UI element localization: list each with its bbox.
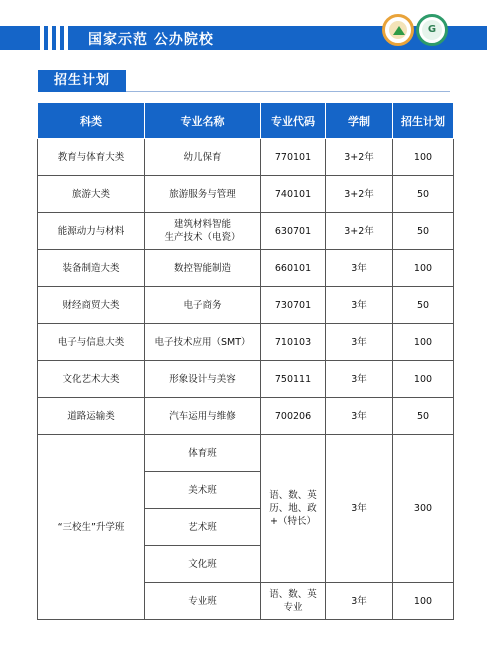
duration-cell: 3+2年 [326,139,393,176]
category-cell: 旅游大类 [38,176,145,213]
subjects-line: 语、数、英 [269,490,317,501]
table-row [38,250,454,287]
plan-cell: 100 [393,361,454,398]
table-row [38,213,454,250]
plan-cell: 50 [393,398,454,435]
duration-cell: 3年 [326,324,393,361]
plan-cell: 50 [393,176,454,213]
duration-cell: 3年 [326,361,393,398]
banner-stripe [48,26,52,50]
subjects-cell [261,435,326,583]
table-row [38,435,454,472]
class-cell: 文化班 [145,546,261,583]
category-cell: 文化艺术大类 [38,361,145,398]
column-header: 专业名称 [145,103,261,139]
category-cell: “三校生”升学班 [38,435,145,620]
plan-cell: 100 [393,139,454,176]
code-cell: 730701 [261,287,326,324]
major-cell: 幼儿保育 [145,139,261,176]
major-cell: 电子技术应用（SMT） [145,324,261,361]
banner-stripe [64,26,68,50]
duration-cell: 3+2年 [326,176,393,213]
category-cell: 财经商贸大类 [38,287,145,324]
section-title: 招生计划 [38,70,126,92]
class-cell: 专业班 [145,583,261,620]
table-row [38,361,454,398]
plan-cell: 100 [393,250,454,287]
duration-cell: 3+2年 [326,213,393,250]
banner-stripe [40,26,44,50]
enrollment-plan-table [37,102,454,620]
code-cell: 660101 [261,250,326,287]
plan-cell: 50 [393,213,454,250]
category-cell: 装备制造大类 [38,250,145,287]
code-cell: 700206 [261,398,326,435]
subjects-line: 语、数、英 [269,589,317,600]
duration-cell: 3年 [326,435,393,583]
class-cell: 体育班 [145,435,261,472]
major-cell: 形象设计与美容 [145,361,261,398]
banner-stripe [56,26,60,50]
duration-cell: 3年 [326,583,393,620]
major-cell: 汽车运用与维修 [145,398,261,435]
duration-cell: 3年 [326,250,393,287]
class-cell: 艺术班 [145,509,261,546]
category-cell: 能源动力与材料 [38,213,145,250]
table-row [38,398,454,435]
table-header-row [38,103,454,139]
plan-cell: 100 [393,583,454,620]
category-cell: 电子与信息大类 [38,324,145,361]
major-line: 建筑材料智能 [173,219,231,230]
code-cell: 630701 [261,213,326,250]
college-logo-icon: G [416,14,448,46]
category-cell: 道路运输类 [38,398,145,435]
major-line: 生产技术（电瓷） [164,232,241,243]
code-cell: 750111 [261,361,326,398]
school-logo-icon [382,14,414,46]
major-cell: 电子商务 [145,287,261,324]
code-cell: 710103 [261,324,326,361]
table-row [38,139,454,176]
table-row [38,287,454,324]
column-header: 学制 [326,103,393,139]
code-cell: 770101 [261,139,326,176]
plan-cell: 100 [393,324,454,361]
duration-cell: 3年 [326,398,393,435]
table-row [38,324,454,361]
category-cell: 教育与体育大类 [38,139,145,176]
major-cell: 数控智能制造 [145,250,261,287]
section-divider [126,91,450,92]
column-header: 科类 [38,103,145,139]
major-cell: 旅游服务与管理 [145,176,261,213]
class-cell: 美术班 [145,472,261,509]
duration-cell: 3年 [326,287,393,324]
subjects-line: 专业 [283,602,303,613]
column-header: 招生计划 [393,103,454,139]
column-header: 专业代码 [261,103,326,139]
plan-cell: 300 [393,435,454,583]
major-cell [145,213,261,250]
code-cell: 740101 [261,176,326,213]
table-row [38,176,454,213]
subjects-cell [261,583,326,620]
plan-cell: 50 [393,287,454,324]
subjects-line: +（特长） [270,516,316,527]
subjects-line: 历、地、政 [269,503,317,514]
banner-title: 国家示范 公办院校 [88,32,214,48]
